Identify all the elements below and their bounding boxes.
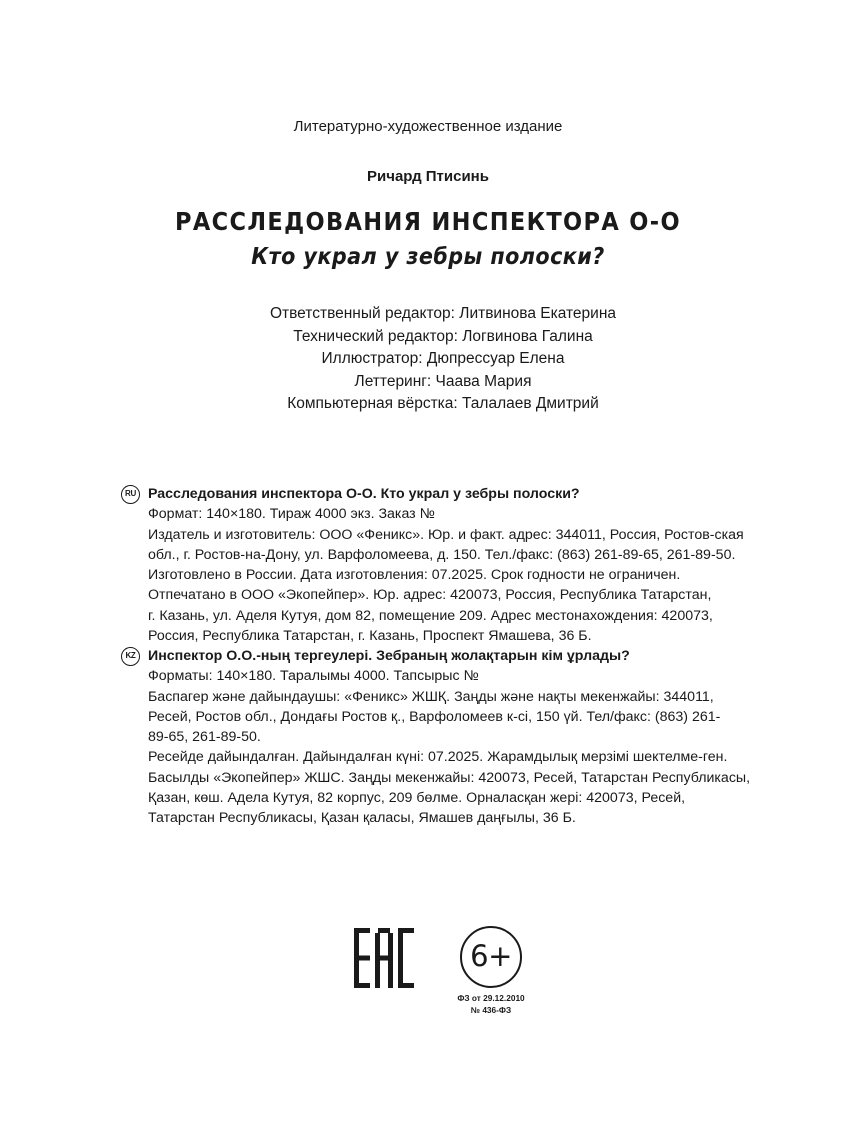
imprint-ru-line: Формат: 140×180. Тираж 4000 экз. Заказ № (148, 506, 435, 523)
age-law-note (445, 992, 537, 1016)
book-subtitle: Кто украл у зебры полоски? (251, 244, 605, 270)
credits-block (0, 303, 856, 416)
imprint-kz-line: Ресей, Ростов обл., Дондағы Ростов қ., Варфоломеев к-сі, 150 үй. Тел/факс: (863) 261- (148, 708, 721, 725)
imprint-kz-line: Татарстан Республикасы, Қазан қаласы, Ямашев даңғылы, 36 Б. (148, 810, 576, 827)
imprint-ru-line: Отпечатано в ООО «Экопейпер». Юр. адрес: 420073, Россия, Республика Татарстан, (148, 587, 712, 604)
kz-language-badge: KZ (121, 647, 140, 666)
imprint-kz (148, 646, 828, 829)
imprint-ru-line: обл., г. Ростов-на-Дону, ул. Варфоломеева, д. 150. Тел./факс: (863) 261-89-65, 261-89-50. (148, 546, 736, 563)
age-rating-badge: 6+ (460, 926, 522, 988)
credit-technical-editor: Технический редактор: Логвинова Галина (293, 327, 593, 345)
credit-illustrator: Иллюстратор: Дюпрессуар Елена (321, 350, 565, 367)
eac-conformity-icon (354, 928, 414, 988)
imprint-ru-line: Издатель и изготовитель: ООО «Феникс». Юр. и факт. адрес: 344011, Россия, Ростов-ская (148, 526, 744, 543)
credit-layout: Компьютерная вёрстка: Талалаев Дмитрий (287, 395, 599, 412)
credit-responsible-editor: Ответственный редактор: Литвинова Екатерина (269, 305, 617, 322)
imprint-kz-line: Баспагер және дайындаушы: «Феникс» ЖШҚ. Заңды және нақты мекенжайы: 344011, (148, 688, 714, 705)
imprint-ru-line: Изготовлено в России. Дата изготовления: 07.2025. Срок годности не ограничен. (148, 567, 681, 584)
imprint-kz-line: Ресейде дайындалған. Дайындалған күні: 07.2025. Жарамдылық мерзімі шектелме-ген. (148, 749, 728, 766)
imprint-kz-title: Инспектор О.О.-ның тергеулері. Зебраның жолақтарын кім ұрлады? (148, 648, 630, 664)
author-name: Ричард Птисинь (367, 168, 489, 185)
imprint-kz-line: Басылды «Экопейпер» ЖШС. Заңды мекенжайы: 420073, Ресей, Татарстан Республикасы, (148, 769, 751, 786)
credit-lettering: Леттеринг: Чаава Мария (354, 372, 532, 390)
imprint-ru (148, 484, 828, 646)
edition-type: Литературно-художественное издание (293, 118, 563, 135)
ru-language-badge: RU (121, 485, 140, 504)
imprint-kz-line: Форматы: 140×180. Таралымы 4000. Тапсырыс № (148, 668, 479, 685)
imprint-ru-line: Россия, Республика Татарстан, г. Казань, Проспект Ямашева, 36 Б. (148, 628, 592, 645)
imprint-kz-line: Қазан, көш. Адела Кутуя, 82 корпус, 209 бөлме. Орналасқан жері: 420073, Ресей, (148, 790, 686, 807)
imprint-ru-line: г. Казань, ул. Аделя Кутуя, дом 82, помещение 209. Адрес местонахождения: 420073, (148, 607, 713, 624)
law-note-line: № 436-ФЗ (470, 1005, 512, 1015)
law-note-line: ФЗ от 29.12.2010 (457, 993, 525, 1003)
imprint-ru-title: Расследования инспектора О-О. Кто украл у зебры полоски? (148, 486, 580, 502)
imprint-kz-line: 89-65, 261-89-50. (148, 729, 261, 746)
book-title: РАССЛЕДОВАНИЯ ИНСПЕКТОРА О-О (175, 207, 681, 236)
